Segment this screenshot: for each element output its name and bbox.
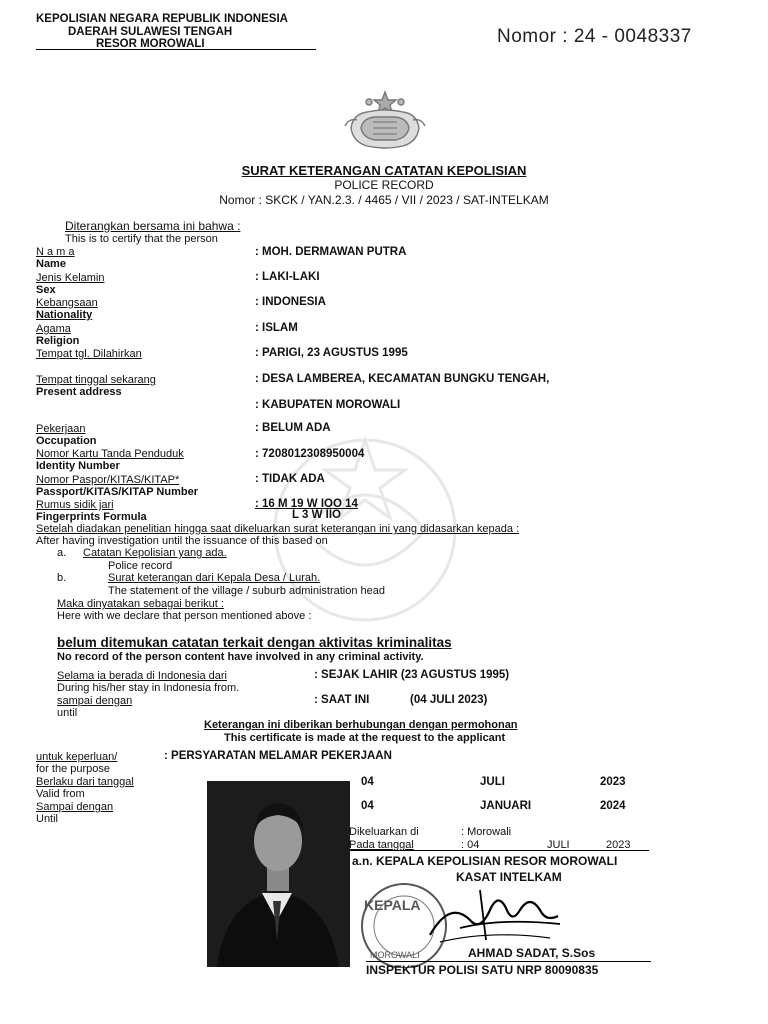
field-name-label: N a m a Name [36, 246, 75, 270]
item-a-id: Catatan Kepolisian yang ada. [83, 547, 227, 559]
officer-name: AHMAD SADAT, S.Sos [468, 946, 596, 960]
valid-until-month: JANUARI [480, 800, 532, 812]
issued-date-year: 2023 [606, 839, 631, 851]
person-portrait-icon [207, 781, 350, 967]
document-title: SURAT KETERANGAN CATATAN KEPOLISIAN [241, 163, 527, 178]
request-id: Keterangan ini diberikan berhubungan dengan permohonan [204, 719, 518, 731]
field-address-value-2: : KABUPATEN MOROWALI [255, 399, 401, 411]
officer-divider [366, 961, 651, 962]
field-passport-value: : TIDAK ADA [255, 473, 325, 485]
valid-from-year: 2023 [600, 776, 626, 788]
valid-from-en: Valid from [36, 788, 85, 800]
field-fingerprint-value: : 16 M 19 W IOO 14 [255, 498, 358, 510]
field-fingerprint-label: Rumus sidik jari Fingerprints Formula [36, 499, 147, 523]
issued-date-day: : 04 [461, 839, 480, 851]
stay-until-id: sampai dengan [57, 695, 133, 707]
field-sex-label: Jenis Kelamin Sex [36, 272, 105, 296]
declaration-id: Maka dinyatakan sebagai berikut : [57, 598, 224, 610]
field-address-value: : DESA LAMBEREA, KECAMATAN BUNGKU TENGAH, [255, 373, 550, 385]
result-statement-id: belum ditemukan catatan terkait dengan aktivitas kriminalitas [57, 635, 452, 650]
item-a-en: Police record [108, 560, 173, 572]
valid-from-month: JULI [480, 776, 505, 788]
valid-until-year: 2024 [600, 800, 626, 812]
officer-rank: INSPEKTUR POLISI SATU NRP 80090835 [366, 963, 599, 977]
stay-until-date: (04 JULI 2023) [410, 694, 488, 706]
field-religion-value: : ISLAM [255, 322, 298, 334]
item-b-id: Surat keterangan dari Kepala Desa / Lurah. [108, 572, 321, 584]
header-org-line2: DAERAH SULAWESI TENGAH [68, 26, 233, 38]
signatory-position: KASAT INTELKAM [456, 870, 562, 884]
field-address-label: Tempat tinggal sekarang Present address [36, 374, 156, 398]
document-subtitle: POLICE RECORD [334, 178, 434, 192]
investigation-id: Setelah diadakan penelitian hingga saat dikeluarkan surat keterangan ini yang didasarkan kepada : [36, 523, 520, 535]
item-b-en: The statement of the village / suburb administration head [108, 585, 385, 597]
field-birth-value: : PARIGI, 23 AGUSTUS 1995 [255, 347, 408, 359]
purpose-en: for the purpose [36, 763, 110, 775]
reference-number: Nomor : SKCK / YAN.2.3. / 4465 / VII / 2023 / SAT-INTELKAM [219, 193, 549, 207]
field-fingerprint-value-2: L 3 W IIO [292, 509, 341, 521]
issued-date-month: JULI [547, 839, 570, 851]
item-a-marker: a. [57, 547, 67, 559]
field-birth-label: Tempat tgl. Dilahirkan [36, 348, 142, 360]
valid-from-day: 04 [361, 776, 374, 788]
declaration-en: Here with we declare that person mentioned above : [57, 610, 312, 622]
purpose-id: untuk keperluan/ [36, 751, 118, 763]
field-occupation-value: : BELUM ADA [255, 422, 331, 434]
stay-until-value: : SAAT INI [314, 694, 370, 706]
valid-until-id: Sampai dengan [36, 801, 114, 813]
valid-until-day: 04 [361, 800, 374, 812]
header-divider [36, 49, 316, 50]
handwritten-signature-icon [420, 880, 570, 955]
stay-until-en: until [57, 707, 78, 719]
issued-place-value: : Morowali [461, 826, 512, 838]
valid-until-en: Until [36, 813, 59, 825]
stamp-bottom-text: MOROWALI [370, 950, 420, 960]
issued-date-label: Pada tanggal [349, 839, 414, 851]
applicant-photo [207, 781, 350, 967]
field-occupation-label: Pekerjaan Occupation [36, 423, 97, 447]
police-emblem-icon [343, 88, 427, 152]
issued-divider [349, 850, 649, 851]
field-id-number-label: Nomor Kartu Tanda Penduduk Identity Number [36, 448, 184, 472]
header-org-line1: KEPOLISIAN NEGARA REPUBLIK INDONESIA [36, 13, 288, 25]
field-religion-label: Agama Religion [36, 323, 80, 347]
field-nationality-value: : INDONESIA [255, 296, 326, 308]
purpose-value: : PERSYARATAN MELAMAR PEKERJAAN [164, 750, 392, 762]
field-sex-value: : LAKI-LAKI [255, 271, 320, 283]
stay-from-id: Selama ia berada di Indonesia dari [57, 670, 228, 682]
document-number: Nomor : 24 - 0048337 [497, 26, 692, 47]
header-org-line3: RESOR MOROWALI [96, 38, 205, 50]
issued-place-label: Dikeluarkan di [349, 826, 419, 838]
stay-from-en: During his/her stay in Indonesia from. [57, 682, 240, 694]
valid-from-id: Berlaku dari tanggal [36, 776, 134, 788]
item-b-marker: b. [57, 572, 67, 584]
signatory-title: a.n. KEPALA KEPOLISIAN RESOR MOROWALI [352, 854, 618, 868]
intro-id: Diterangkan bersama ini bahwa : [65, 219, 241, 233]
intro-en: This is to certify that the person [65, 233, 218, 245]
field-passport-label: Nomor Paspor/KITAS/KITAP* Passport/KITAS/KITAP Number [36, 474, 198, 498]
stamp-text: KEPALA [364, 897, 421, 913]
field-id-number-value: : 7208012308950004 [255, 448, 365, 460]
stay-from-value: : SEJAK LAHIR (23 AGUSTUS 1995) [314, 669, 510, 681]
request-en: This certificate is made at the request to the applicant [224, 732, 506, 744]
field-nationality-label: Kebangsaan Nationality [36, 297, 98, 321]
field-name-value: : MOH. DERMAWAN PUTRA [255, 246, 407, 258]
investigation-en: After having investigation until the issuance of this based on [36, 535, 328, 547]
result-statement-en: No record of the person content have involved in any criminal activity. [57, 651, 424, 663]
